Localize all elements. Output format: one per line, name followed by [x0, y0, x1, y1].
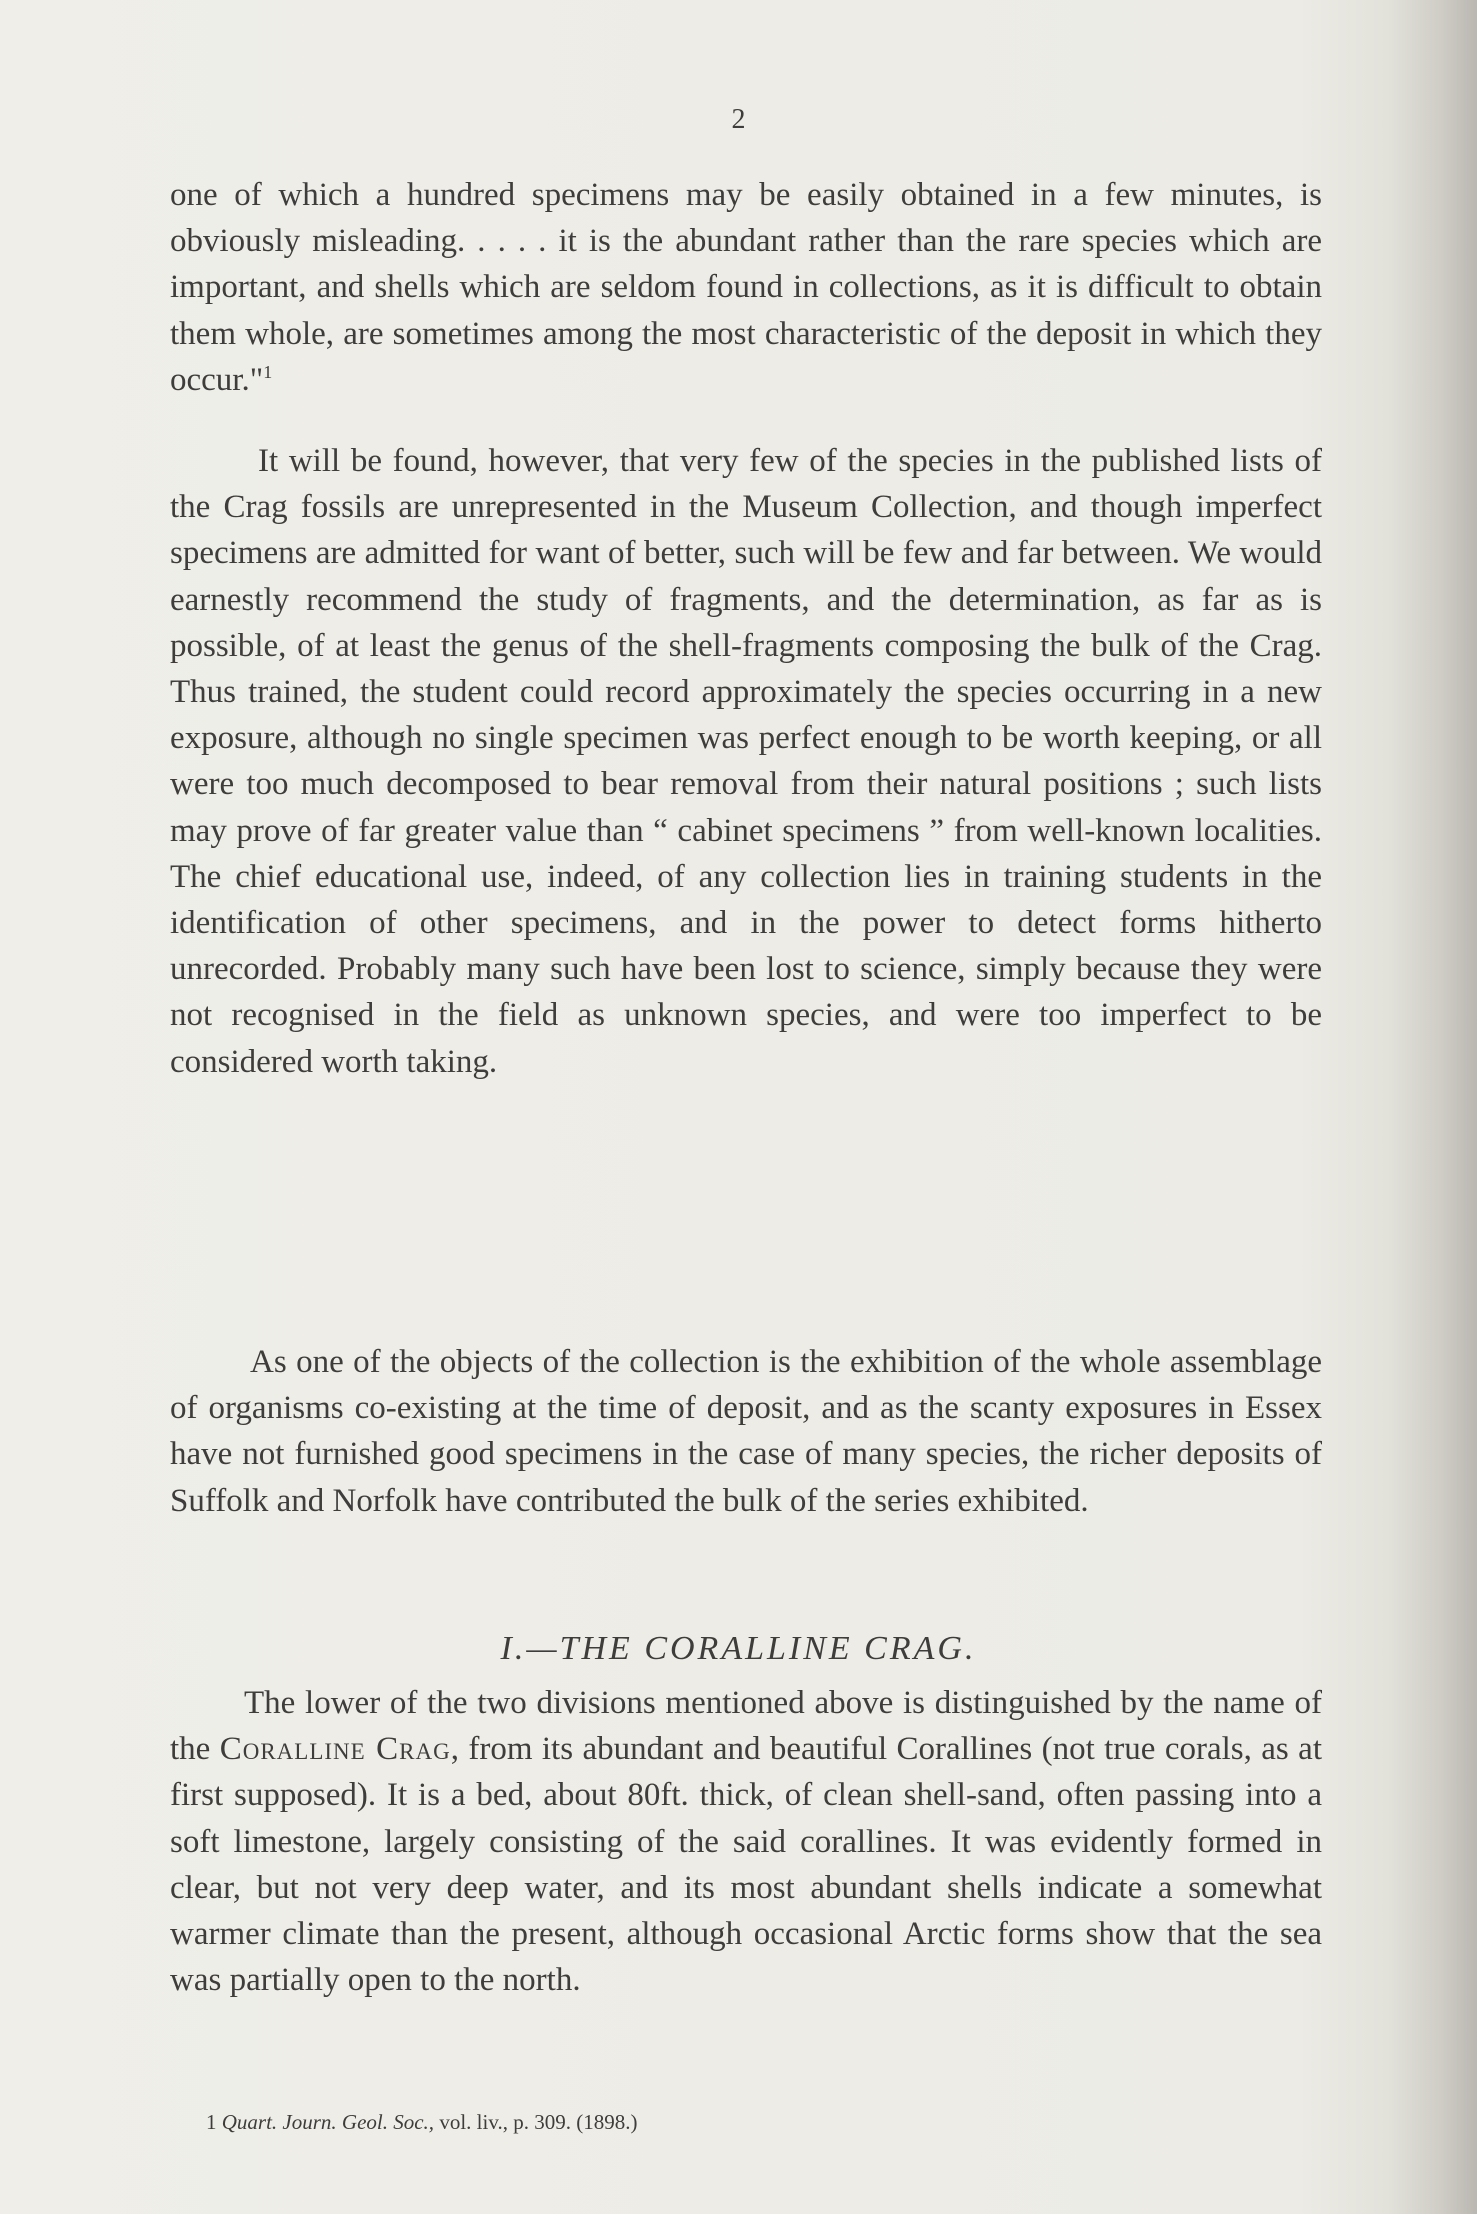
footnote-marker: 1 — [206, 2110, 217, 2134]
paragraph-continuation — [170, 172, 1322, 403]
paragraph-museum-collection: It will be found, however, that very few of the species in the published lists of the Crag fossils are unrepresented in the Museum Collection, and though imperfect specimens are admitted for want of better, such will be few and far between. We would earnestly recommend the study of fragments, and the determination, as far as is possible, of at least the genus of the shell-fragments composing the bulk of the Crag. Thus trained, the student could record approximately the species occurring in a new exposure, although no single specimen was perfect enough to be worth keeping, or all were too much decomposed to bear removal from their natural positions ; such lists may prove of far greater value than “ cabinet specimens ” from well-known localities. The chief educational use, indeed, of any collection lies in training students in the identification of other specimens, and in the power to detect forms hitherto unrecorded. Probably many such have been lost to science, simply because they were not recognised in the field as unknown species, and were too imperfect to be considered worth taking. — [170, 443, 1322, 1080]
paragraph-coralline-crag — [170, 1680, 1322, 2003]
paragraph-text-end: , from its abundant and beautiful Corallines (not true corals, as at first supposed). It is a bed, about 80ft. thick, of clean shell-sand, often passing into a soft limestone, largely consisting of the said corallines. It was evidently formed in clear, but not very deep water, and its most abundant shells indicate a somewhat warmer climate than the present, although occasional Arctic forms show that the sea was partially open to the north. — [170, 1731, 1322, 1999]
footnote — [206, 2110, 637, 2135]
paragraph-assemblage: As one of the objects of the collection is the exhibition of the whole assemblage of organisms co-existing at the time of deposit, and as the scanty exposures in Essex have not furnished good specimens in the case of many species, the richer deposits of Suffolk and Norfolk have contributed the bulk of the series exhibited. — [170, 1344, 1322, 1519]
footnote-journal: Quart. Journ. Geol. Soc., — [221, 2110, 435, 2134]
footnote-details: vol. liv., p. 309. (1898.) — [434, 2110, 638, 2134]
footnote-reference: 1 — [263, 361, 273, 382]
coralline-crag-term: Coralline Crag — [219, 1731, 451, 1768]
section-heading: I.—THE CORALLINE CRAG. — [500, 1630, 977, 1667]
page-number: 2 — [731, 104, 746, 135]
paragraph-text: one of which a hundred specimens may be easily obtained in a few minutes, is obviously misleading. . . . . it is the abundant rather than the rare species which are important, and shells which are seldom found in collections, as it is difficult to obtain them whole, are sometimes among the most characteristic of the deposit in which they occur." — [170, 177, 1322, 398]
paragraph-text-start: The lower of the two divisions mentioned above is distinguished by the name of the — [170, 1685, 1322, 1768]
